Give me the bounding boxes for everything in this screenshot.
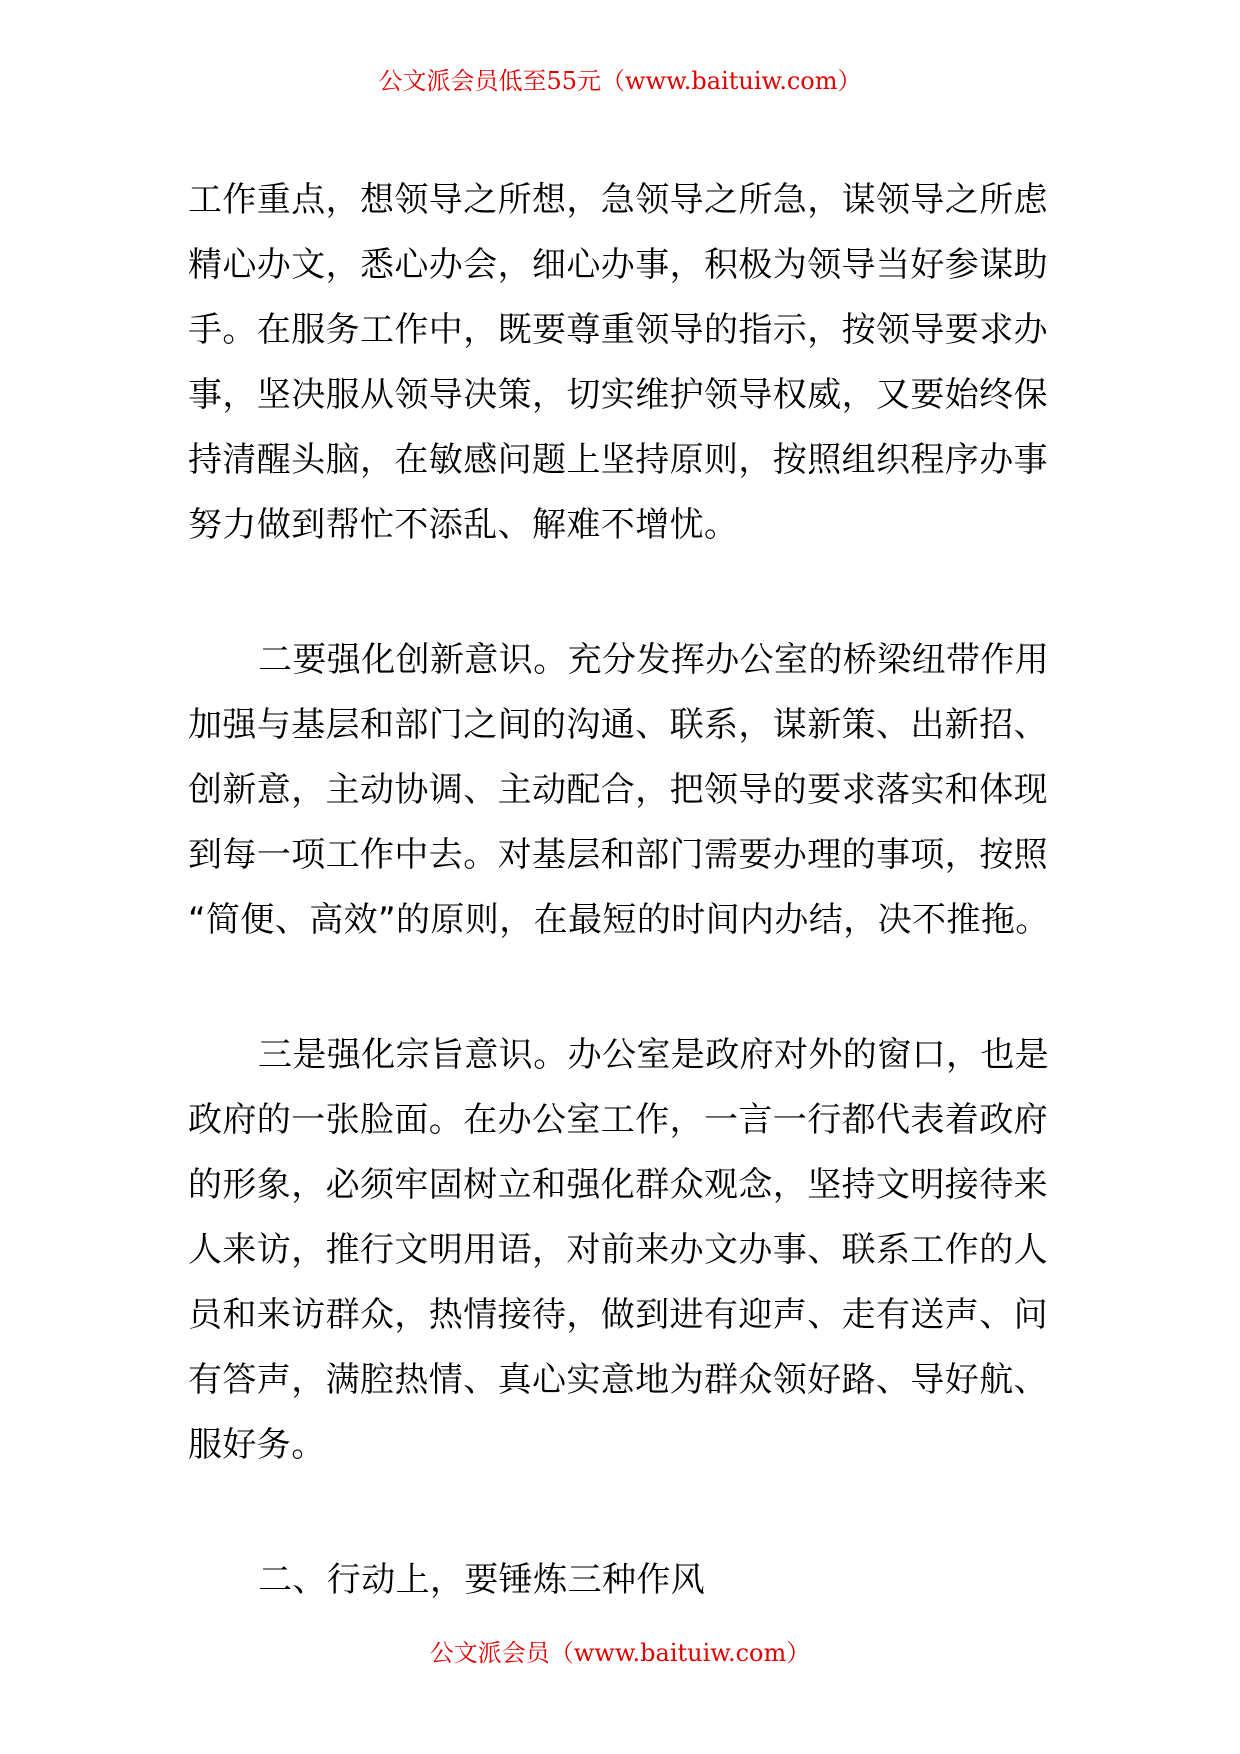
text-line: 服好务。 xyxy=(188,1425,326,1465)
text-line: 精心办文，悉心办会，细心办事，积极为领导当好参谋助 xyxy=(188,245,1048,285)
text-line: 政府的一张脸面。在办公室工作，一言一行都代表着政府 xyxy=(188,1100,1048,1140)
document-body xyxy=(188,168,1054,1613)
paragraph-3 xyxy=(188,1023,1054,1478)
text-line: 员和来访群众，热情接待，做到进有迎声、走有送声、问 xyxy=(188,1295,1048,1335)
text-line: “简便、高效”的原则，在最短的时间内办结，决不推拖。 xyxy=(188,900,1050,940)
paragraph-gap xyxy=(188,953,1054,1023)
paragraph-gap xyxy=(188,558,1054,628)
text-line: 三是强化宗旨意识。办公室是政府对外的窗口，也是 xyxy=(258,1035,1050,1075)
text-line: 工作重点，想领导之所想，急领导之所急，谋领导之所虑 xyxy=(188,180,1048,220)
text-line: 事，坚决服从领导决策，切实维护领导权威，又要始终保 xyxy=(188,375,1048,415)
text-line: 到每一项工作中去。对基层和部门需要办理的事项，按照 xyxy=(188,835,1048,875)
text-line: 创新意，主动协调、主动配合，把领导的要求落实和体现 xyxy=(188,770,1048,810)
paragraph-2 xyxy=(188,628,1054,953)
text-line: 人来访，推行文明用语，对前来办文办事、联系工作的人 xyxy=(188,1230,1048,1270)
text-line: 手。在服务工作中，既要尊重领导的指示，按领导要求办 xyxy=(188,310,1048,350)
header-watermark[interactable]: 公文派会员低至55元（www.baituiw.com） xyxy=(378,67,862,95)
text-line: 的形象，必须牢固树立和强化群众观念，坚持文明接待来 xyxy=(188,1165,1048,1205)
paragraph-1 xyxy=(188,168,1054,558)
text-line: 持清醒头脑，在敏感问题上坚持原则，按照组织程序办事 xyxy=(188,440,1048,480)
section-heading: 二、行动上，要锤炼三种作风 xyxy=(258,1560,706,1600)
footer-watermark[interactable]: 公文派会员（www.baituiw.com） xyxy=(429,1639,811,1667)
text-line: 二要强化创新意识。充分发挥办公室的桥梁纽带作用 xyxy=(258,640,1050,680)
paragraph-gap xyxy=(188,1478,1054,1548)
text-line: 努力做到帮忙不添乱、解难不增忧。 xyxy=(188,505,739,545)
text-line: 有答声，满腔热情、真心实意地为群众领好路、导好航、 xyxy=(188,1360,1048,1400)
text-line: 加强与基层和部门之间的沟通、联系，谋新策、出新招、 xyxy=(188,705,1048,745)
